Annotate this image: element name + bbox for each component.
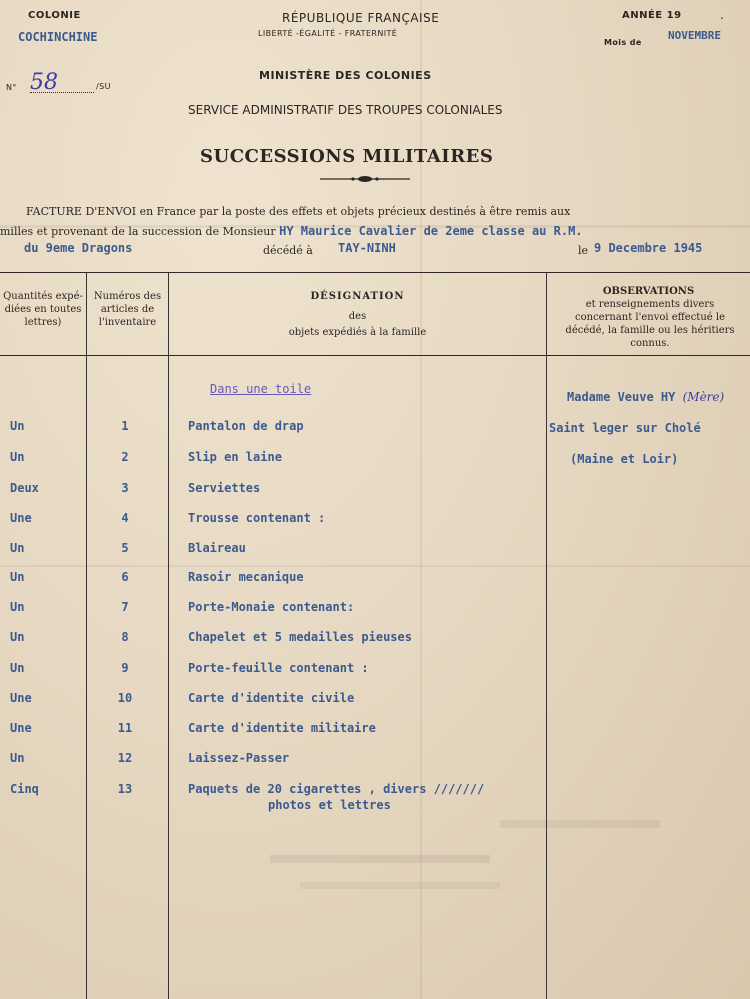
row-number: 3 [121,481,129,495]
row-quantity: Cinq [10,782,39,796]
row-quantity: Une [10,691,32,705]
annee-label: ANNÉE 19 [622,10,682,21]
succession-label: milles et provenant de la succession de Monsieur [0,225,276,238]
colonie-value: COCHINCHINE [18,30,98,44]
row-number: 9 [121,661,129,675]
observation-handwritten: (Mère) [682,390,725,404]
paper-fold [0,565,750,567]
row-designation: Paquets de 20 cigarettes , divers /////// [188,782,485,796]
row-designation: Carte d'identite militaire [188,721,376,735]
intro-text: en France par la poste des effets et objets précieux destinés à être remis aux [139,205,571,218]
deces-date: 9 Decembre 1945 [594,241,703,255]
row-quantity: Une [10,721,32,735]
row-designation: Slip en laine [188,450,282,464]
row-designation: Porte-Monaie contenant: [188,600,355,614]
row-quantity: Un [10,541,25,555]
row-quantity: Un [10,751,25,765]
mois-value: NOVEMBRE [668,29,721,42]
row-quantity: Un [10,419,25,433]
date-label: le [578,244,589,257]
row-quantity: Un [10,570,25,584]
numero-suffix: /SU [96,82,111,91]
row-quantity: Un [10,661,25,675]
header-observations: OBSERVATIONS [602,286,695,297]
row-quantity: Un [10,450,25,464]
ministere-heading: MINISTÈRE DES COLONIES [259,69,432,82]
mois-label: Mois de [604,38,642,47]
table-top-rule [0,272,750,273]
service-heading: SERVICE ADMINISTRATIF DES TROUPES COLONIALES [188,103,503,117]
observation-line-2: Saint leger sur Cholé [549,421,701,435]
row-quantity: Une [10,511,32,525]
row-number: 4 [121,511,129,525]
intro-line-1 [26,205,570,218]
row-number: 2 [121,450,129,464]
row-number: 13 [117,782,133,796]
table-header-rule [0,355,750,356]
numero-line [30,92,94,93]
observation-recipient: Madame Veuve HY [567,390,676,404]
row-quantity: Un [10,600,25,614]
bleed-through-mark [270,855,490,863]
row-number: 7 [121,600,129,614]
bleed-through-mark [500,820,660,828]
title-ornament [318,173,412,185]
row-designation-continuation: photos et lettres [268,798,391,812]
row-designation: Blaireau [188,541,246,555]
deces-lieu: TAY-NINH [338,241,396,255]
intro-line-2 [0,224,583,238]
col-rule-2 [168,272,169,999]
row-number: 5 [121,541,129,555]
defunt-name: HY Maurice Cavalier de 2eme classe au R.M. [279,224,583,238]
row-designation: Porte-feuille contenant : [188,661,369,675]
section-label: Dans une toile [210,382,312,396]
row-designation: Serviettes [188,481,261,495]
numero-value: 58 [30,70,58,95]
devise: LIBERTÉ -ÉGALITÉ - FRATERNITÉ [258,29,398,38]
row-designation: Rasoir mecanique [188,570,304,584]
bleed-through-mark [300,882,500,889]
observation-line-1 [567,390,724,404]
row-quantity: Un [10,630,25,644]
row-number: 6 [121,570,129,584]
header-objets: objets expédiés à la famille [288,327,427,338]
header-quantites: Quantités expé-diées en toutes lettres) [3,291,83,328]
header-numeros: Numéros des articles de l'inventaire [93,291,162,328]
row-designation: Carte d'identite civile [188,691,355,705]
row-number: 8 [121,630,129,644]
republique-heading: RÉPUBLIQUE FRANÇAISE [282,11,440,25]
header-designation: DÉSIGNATION [310,291,405,302]
header-des: des [348,311,367,322]
colonie-label: COLONIE [28,10,81,21]
unit-value: du 9eme Dragons [24,241,133,255]
header-observations-detail: et renseignements divers concernant l'envoi effectué le décédé, la famille ou les héritiers connus. [565,299,735,349]
row-number: 12 [117,751,133,765]
numero-label: N° [6,83,17,92]
row-number: 11 [117,721,133,735]
row-designation: Trousse contenant : [188,511,326,525]
row-designation: Laissez-Passer [188,751,290,765]
observation-line-3: (Maine et Loir) [570,452,679,466]
decede-label: décédé à [263,244,313,257]
row-quantity: Deux [10,481,39,495]
document-page: COLONIE COCHINCHINE RÉPUBLIQUE FRANÇAISE LIBERTÉ -ÉGALITÉ - FRATERNITÉ ANNÉE 19 . Mois de NOVEMBRE N° 58 /SU MINISTÈRE DES COLONIES SERVICE ADMINISTRATIF DES TROUPES COLONIALES SUCCESSIONS MILITAIRES FACTURE D'ENVOI en France par la poste des effets et objets précieux destinés à être remis aux milles et provenant de la succession de Monsieur HY Maurice Cavalier de 2eme classe au R.M. du 9eme Dragons décédé à TAY-NINH le 9 Decembre 1945 Quantités expé-diées en toutes lettres) Numéros des articles de l'inventaire DÉSIGNATION des objets expédiés à la famille OBSERVATIONS et renseignements divers concernant l'envoi effectué le décédé, la famille ou les héritiers connus. Dans une toile Un 1 Pantalon de drap Un 2 Slip en laine Deux 3 Serviettes Une 4 Trousse contenant : Un 5 Blaireau Un 6 Rasoir mecanique Un 7 Porte-Monaie contenant: Un 8 Chapelet et 5 medailles pieuses Un 9 Porte-feuille contenant : Une 10 Carte d'identite civile Une 11 Carte d'identite militaire Un 12 Laissez-Passer Cinq 13 Paquets de 20 cigarettes , divers /////// photos et lettres Madame Veuve HY (Mère) Saint leger sur Cholé (Maine et Loir) [0,0,750,999]
row-designation: Pantalon de drap [188,419,304,433]
page-title: SUCCESSIONS MILITAIRES [200,146,494,167]
row-designation: Chapelet et 5 medailles pieuses [188,630,412,644]
facture-label: FACTURE D'ENVOI [26,205,137,218]
row-number: 1 [121,419,129,433]
row-number: 10 [117,691,133,705]
col-rule-1 [86,272,87,999]
